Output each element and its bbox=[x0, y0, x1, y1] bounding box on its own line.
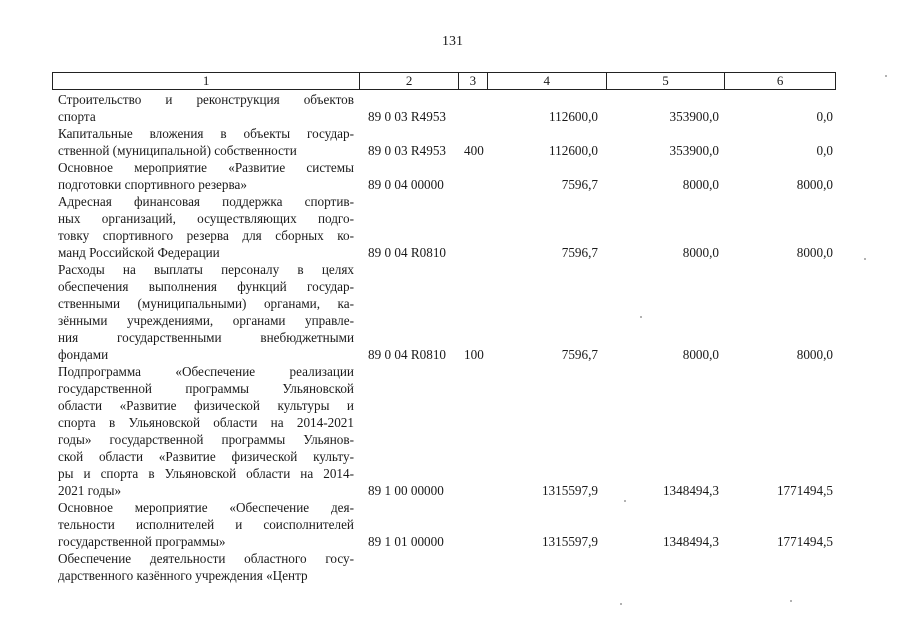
row-target-code: 89 1 00 00000 bbox=[368, 483, 444, 498]
row-name-line: обеспечения выполнения функций государ- bbox=[58, 279, 354, 294]
row-amount-col5: 8000,0 bbox=[682, 245, 719, 260]
scan-speck bbox=[864, 258, 866, 260]
row-target-code: 89 1 01 00000 bbox=[368, 534, 444, 549]
row-amount-col4: 112600,0 bbox=[549, 143, 598, 158]
row-name-line: Основное мероприятие «Развитие системы bbox=[58, 160, 354, 175]
table-row bbox=[0, 550, 905, 584]
budget-table-body bbox=[0, 91, 905, 584]
row-name-line: тельности исполнителей и соисполнителей bbox=[58, 517, 354, 532]
column-number-4: 4 bbox=[488, 73, 607, 89]
row-name-line: 2021 годы» bbox=[58, 483, 122, 498]
table-row bbox=[0, 193, 905, 261]
row-amount-col5: 353900,0 bbox=[669, 143, 719, 158]
row-target-code: 89 0 04 R0810 bbox=[368, 347, 447, 362]
row-amount-col4: 1315597,9 bbox=[541, 534, 598, 549]
row-name-line: государственной программы» bbox=[58, 534, 226, 549]
row-name bbox=[58, 125, 354, 159]
row-name-line: ственной (муниципальной) собственности bbox=[58, 143, 297, 158]
row-amount-col6: 0,0 bbox=[816, 143, 833, 158]
row-name-line: Расходы на выплаты персоналу в целях bbox=[58, 262, 354, 277]
row-name bbox=[58, 193, 354, 261]
row-name bbox=[58, 499, 354, 550]
row-amount-col4: 1315597,9 bbox=[541, 483, 598, 498]
row-name-line: Подпрограмма «Обеспечение реализации bbox=[58, 364, 354, 379]
row-name-line: государственной программы Ульяновской bbox=[58, 381, 354, 396]
row-target-code: 89 0 03 R4953 bbox=[368, 143, 447, 158]
table-row bbox=[0, 91, 905, 125]
row-target-code: 89 0 04 00000 bbox=[368, 177, 444, 192]
row-name-line: Капитальные вложения в объекты государ- bbox=[58, 126, 354, 141]
row-amount-col6: 8000,0 bbox=[796, 245, 833, 260]
row-amount-col5: 1348494,3 bbox=[662, 534, 719, 549]
row-name-line: ственными (муниципальными) органами, ка- bbox=[58, 296, 354, 311]
row-expense-type: 400 bbox=[464, 143, 484, 158]
row-amount-col5: 1348494,3 bbox=[662, 483, 719, 498]
row-name bbox=[58, 550, 354, 584]
column-number-6: 6 bbox=[776, 73, 784, 88]
row-amount-col4: 7596,7 bbox=[561, 245, 598, 260]
row-name-line: ской области «Развитие физической культу- bbox=[58, 449, 354, 464]
row-amount-col6: 1771494,5 bbox=[776, 534, 833, 549]
row-amount-col6: 8000,0 bbox=[796, 347, 833, 362]
row-name bbox=[58, 159, 354, 193]
row-name-line: Основное мероприятие «Обеспечение дея- bbox=[58, 500, 354, 515]
row-name-line: ния государственными внебюджетными bbox=[58, 330, 354, 345]
row-name bbox=[58, 91, 354, 125]
column-number-1: 1 bbox=[53, 73, 360, 89]
scan-speck bbox=[620, 603, 622, 605]
row-name-line: зёнными учреждениями, органами управле- bbox=[58, 313, 354, 328]
scan-speck bbox=[640, 316, 642, 318]
table-row bbox=[0, 125, 905, 159]
row-amount-col5: 8000,0 bbox=[682, 177, 719, 192]
row-amount-col5: 8000,0 bbox=[682, 347, 719, 362]
row-target-code: 89 0 03 R4953 bbox=[368, 109, 447, 124]
row-name-line: Строительство и реконструкция объектов bbox=[58, 92, 354, 107]
scan-speck bbox=[624, 500, 626, 502]
column-number-3: 3 bbox=[459, 73, 488, 89]
row-name-line: Адресная финансовая поддержка спортив- bbox=[58, 194, 354, 209]
row-name-line: ных организаций, осуществляющих подго- bbox=[58, 211, 354, 226]
row-amount-col6: 0,0 bbox=[816, 109, 833, 124]
table-row bbox=[0, 499, 905, 550]
table-column-numbers-header bbox=[52, 72, 836, 90]
row-amount-col6: 8000,0 bbox=[796, 177, 833, 192]
row-amount-col6: 1771494,5 bbox=[776, 483, 833, 498]
row-name-line: подготовки спортивного резерва» bbox=[58, 177, 248, 192]
table-row bbox=[0, 261, 905, 363]
row-name-line: дарственного казённого учреждения «Центр bbox=[58, 568, 308, 583]
column-number-2: 2 bbox=[360, 73, 459, 89]
row-amount-col4: 112600,0 bbox=[549, 109, 598, 124]
row-target-code: 89 0 04 R0810 bbox=[368, 245, 447, 260]
row-amount-col4: 7596,7 bbox=[561, 347, 598, 362]
row-name-line: манд Российской Федерации bbox=[58, 245, 220, 260]
row-name-line: спорта bbox=[58, 109, 96, 124]
row-name-line: Обеспечение деятельности областного госу- bbox=[58, 551, 354, 566]
row-name-line: товку спортивного резерва для сборных ко- bbox=[58, 228, 354, 243]
table-row bbox=[0, 159, 905, 193]
page-number: 131 bbox=[442, 34, 463, 49]
row-name-line: спорта в Ульяновской области на 2014-2021 bbox=[58, 415, 354, 430]
row-name-line: годы» государственной программы Ульянов- bbox=[58, 432, 354, 447]
row-name-line: области «Развитие физической культуры и bbox=[58, 398, 354, 413]
scan-speck bbox=[885, 75, 887, 77]
row-name-line: ры и спорта в Ульяновской области на 2014- bbox=[58, 466, 354, 481]
row-amount-col4: 7596,7 bbox=[561, 177, 598, 192]
row-expense-type: 100 bbox=[464, 347, 484, 362]
row-name bbox=[58, 261, 354, 363]
row-name bbox=[58, 363, 354, 499]
scan-speck bbox=[790, 600, 792, 602]
table-row bbox=[0, 363, 905, 499]
row-amount-col5: 353900,0 bbox=[669, 109, 719, 124]
row-name-line: фондами bbox=[58, 347, 109, 362]
column-number-5: 5 bbox=[607, 73, 726, 89]
